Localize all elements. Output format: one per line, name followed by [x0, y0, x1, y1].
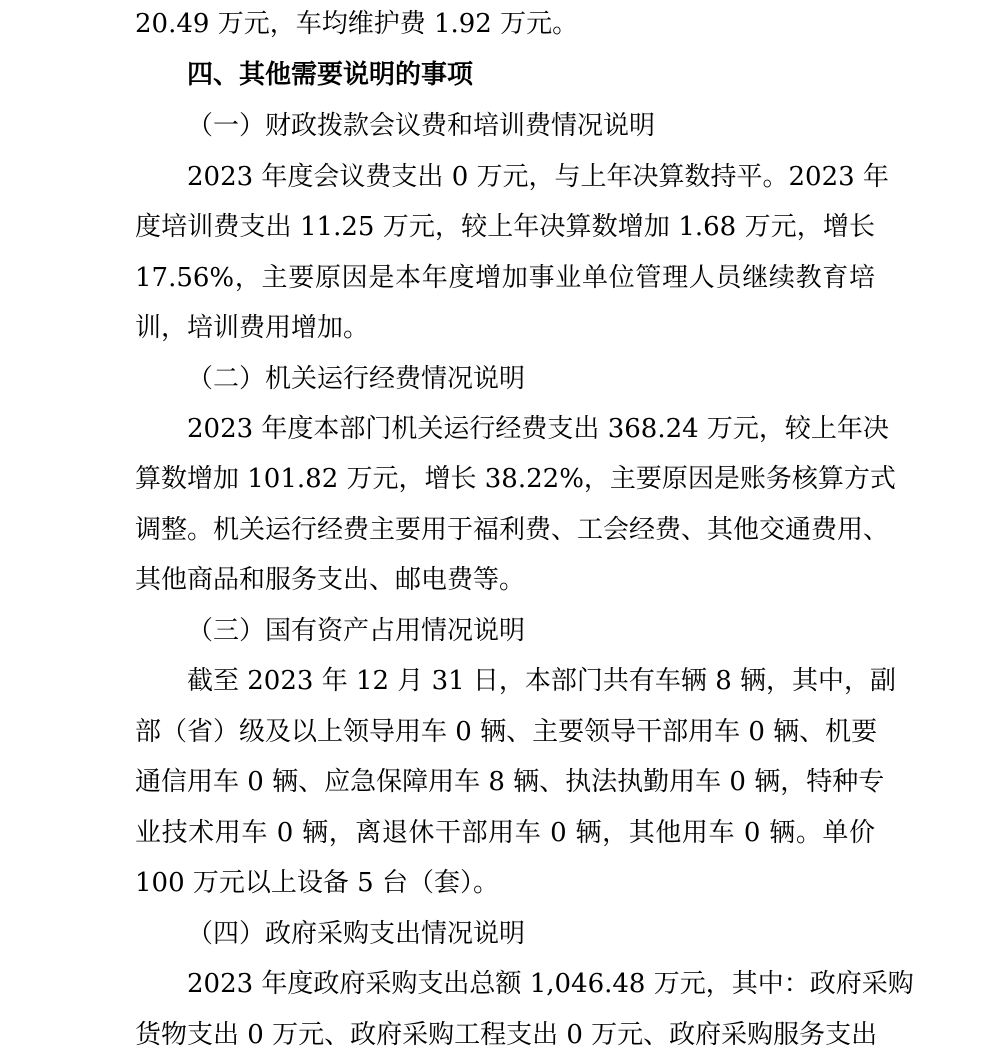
paragraph-line: 训，培训费用增加。 [135, 313, 370, 343]
paragraph-line: 算数增加 101.82 万元，增长 38.22%，主要原因是账务核算方式 [135, 464, 896, 494]
subsection-heading: （一）财政拨款会议费和培训费情况说明 [187, 111, 656, 141]
paragraph-line: 调整。机关运行经费主要用于福利费、工会经费、其他交通费用、 [135, 515, 890, 545]
paragraph-line: 截至 2023 年 12 月 31 日，本部门共有车辆 8 辆，其中，副 [187, 666, 896, 696]
paragraph-line: 通信用车 0 辆、应急保障用车 8 辆、执法执勤用车 0 辆，特种专 [135, 767, 885, 797]
paragraph-line: 2023 年度会议费支出 0 万元，与上年决算数持平。2023 年 [187, 162, 889, 192]
subsection-heading: （四）政府采购支出情况说明 [187, 919, 526, 949]
paragraph-line: 度培训费支出 11.25 万元，较上年决算数增加 1.68 万元，增长 [135, 212, 875, 242]
paragraph-line: 其他商品和服务支出、邮电费等。 [135, 565, 526, 595]
subsection-heading: （二）机关运行经费情况说明 [187, 364, 526, 394]
section-heading: 四、其他需要说明的事项 [187, 60, 474, 90]
paragraph-line: 20.49 万元，车均维护费 1.92 万元。 [135, 9, 579, 39]
paragraph-line: 17.56%，主要原因是本年度增加事业单位管理人员继续教育培 [135, 263, 875, 293]
paragraph-line: 2023 年度政府采购支出总额 1,046.48 万元，其中：政府采购 [187, 969, 914, 999]
paragraph-line: 2023 年度本部门机关运行经费支出 368.24 万元，较上年决 [187, 414, 889, 444]
paragraph-line: 部（省）级及以上领导用车 0 辆、主要领导干部用车 0 辆、机要 [135, 717, 878, 747]
subsection-heading: （三）国有资产占用情况说明 [187, 616, 526, 646]
paragraph-line: 100 万元以上设备 5 台（套）。 [135, 868, 499, 898]
paragraph-line: 货物支出 0 万元、政府采购工程支出 0 万元、政府采购服务支出 [135, 1020, 878, 1050]
paragraph-line: 业技术用车 0 辆，离退休干部用车 0 辆，其他用车 0 辆。单价 [135, 818, 875, 848]
